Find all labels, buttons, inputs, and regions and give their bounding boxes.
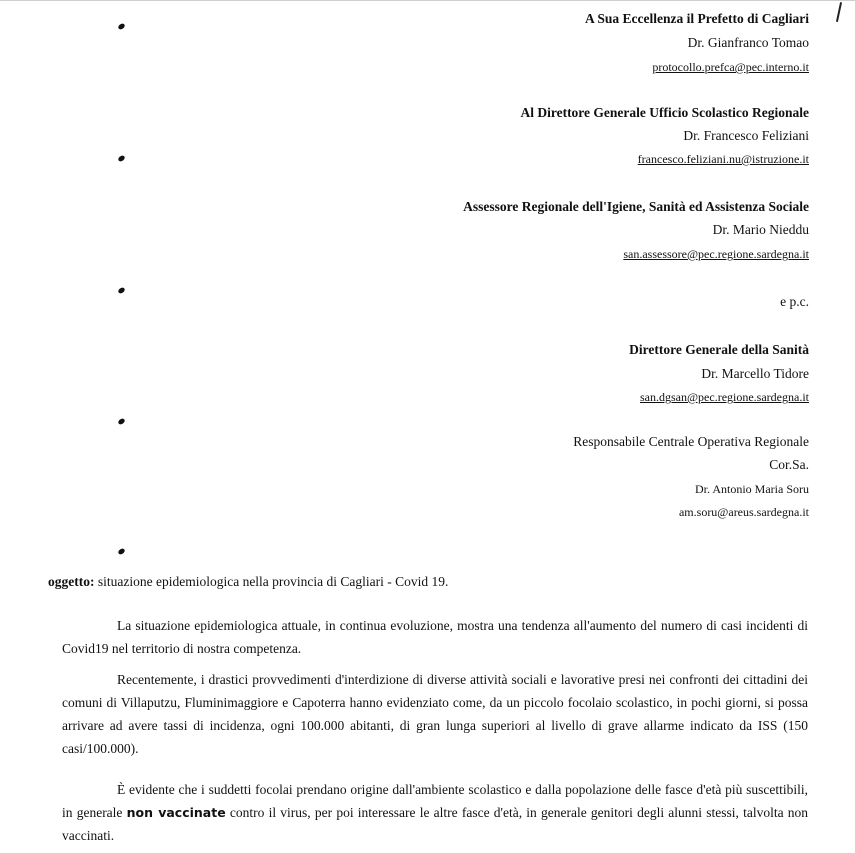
cc-label: e p.c. — [780, 294, 809, 309]
cc-2-email[interactable]: am.soru@areus.sardegna.it — [678, 505, 809, 519]
cc-1-name: Dr. Marcello Tidore — [701, 366, 809, 381]
body-paragraph-2: Recentemente, i drastici provvedimenti d'interdizione di diverse attività sociali e lavorative presi nei confronti dei cittadini dei comuni di Villaputzu, Fluminimaggiore e Capoterra hanno evidenziato come, da un piccolo focolaio scolastico, in pochi giorni, si possa arrivare ad avere tassi di incidenza, ogni 100.000 abitanti, di gran lunga superiori al livello di grave allarme indicato da ISS (150 casi/100.000). — [62, 672, 808, 756]
body-paragraph-1: La situazione epidemiologica attuale, in continua evoluzione, mostra una tendenza all'aumento del numero di casi incidenti di Covid19 nel territorio di nostra competenza. — [62, 618, 808, 656]
subject-label: oggetto: — [48, 574, 95, 589]
scan-dot — [117, 22, 126, 30]
body-paragraph-3-end: contro il virus, per poi interessare le altre fasce d'età, in generale genitori degli alunni stessi, talvolta non vaccinati. — [62, 805, 809, 843]
scan-dot — [117, 154, 126, 162]
recipient-3-name: Dr. Mario Nieddu — [712, 222, 809, 237]
cc-1-title: Direttore Generale della Sanità — [629, 342, 809, 357]
cc-2-title: Responsabile Centrale Operativa Regionale — [573, 434, 809, 449]
recipient-3-email[interactable]: san.assessore@pec.regione.sardegna.it — [623, 247, 809, 261]
body-paragraph-3 — [62, 778, 808, 847]
cc-2-name: Dr. Antonio Maria Soru — [695, 482, 809, 496]
scan-dot — [117, 547, 126, 555]
body-paragraph-3-emphasis: non vaccinate — [126, 805, 226, 820]
cc-1-email[interactable]: san.dgsan@pec.regione.sardegna.it — [640, 390, 809, 404]
recipient-2-name: Dr. Francesco Feliziani — [683, 128, 809, 143]
scan-dot — [117, 417, 126, 425]
pen-mark — [836, 2, 842, 22]
cc-2-subtitle: Cor.Sa. — [769, 457, 809, 472]
scan-dot — [117, 286, 126, 294]
recipient-1-title: A Sua Eccellenza il Prefetto di Cagliari — [585, 11, 809, 26]
recipient-2-email[interactable]: francesco.feliziani.nu@istruzione.it — [637, 152, 809, 166]
scan-top-edge — [0, 0, 855, 1]
subject-text: situazione epidemiologica nella provincia di Cagliari - Covid 19. — [97, 574, 449, 589]
subject-line — [48, 574, 448, 590]
body-paragraph-3-start: È evidente che i suddetti focolai prendano origine dall'ambiente scolastico e dalla popolazione delle fasce d'età più suscettibili, in generale — [62, 782, 808, 820]
recipient-3-title: Assessore Regionale dell'Igiene, Sanità ed Assistenza Sociale — [463, 199, 809, 214]
recipient-1-name: Dr. Gianfranco Tomao — [687, 35, 809, 50]
recipient-2-title: Al Direttore Generale Ufficio Scolastico Regionale — [520, 105, 809, 120]
recipient-1-email[interactable]: protocollo.prefca@pec.interno.it — [652, 60, 809, 74]
